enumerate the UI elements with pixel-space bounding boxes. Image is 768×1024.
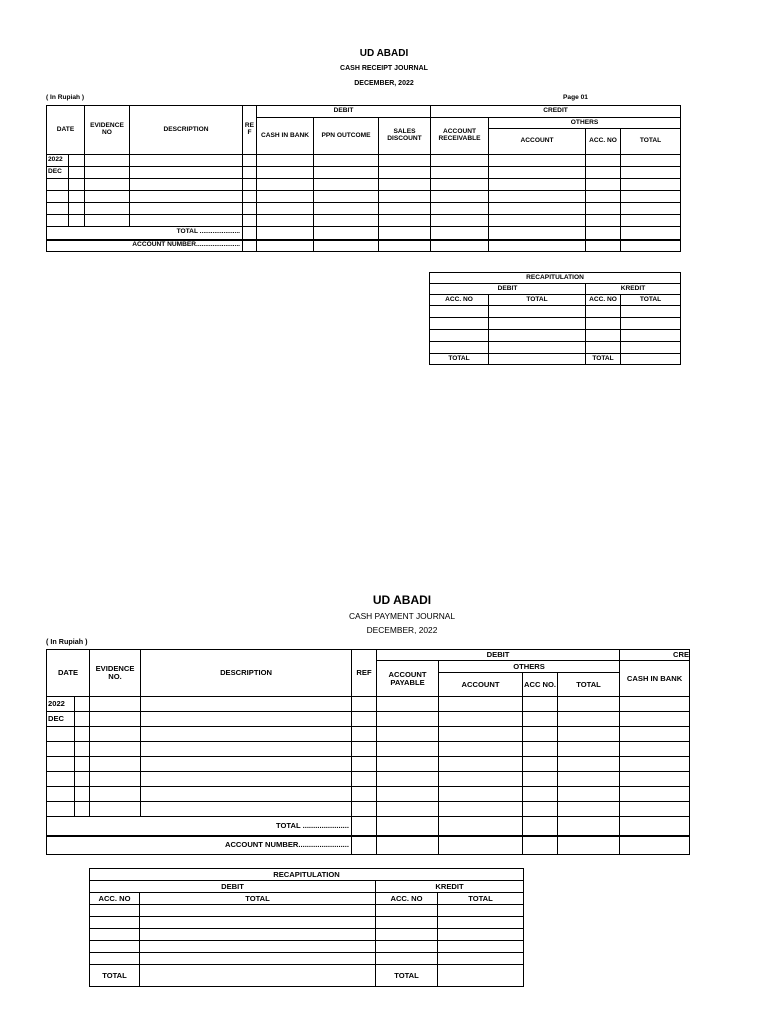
table-row — [47, 179, 681, 191]
col-cash-in-bank-header: CASH IN BANK — [620, 661, 690, 697]
col-ref-header: RE F — [243, 106, 257, 155]
recap-kredit-header: KREDIT — [586, 284, 681, 295]
recap-kredit-total-label: TOTAL — [376, 965, 438, 987]
recap-debit-acc-no-header: ACC. NO — [430, 295, 489, 306]
recap-total-row — [90, 965, 524, 987]
payment-company-name: UD ABADI — [372, 593, 432, 607]
col-ppn-outcome-header: PPN OUTCOME — [314, 118, 379, 155]
col-account-payable-header: ACCOUNT PAYABLE — [377, 661, 439, 697]
table-row — [90, 953, 524, 965]
debit-group-header: DEBIT — [257, 106, 431, 118]
table-row — [47, 757, 690, 772]
recap-total-row — [430, 354, 681, 365]
table-row — [90, 905, 524, 917]
col-date-header: DATE — [47, 106, 85, 155]
col-account-header: ACCOUNT — [489, 129, 586, 155]
table-row — [90, 917, 524, 929]
receipt-company-name: UD ABADI — [359, 48, 409, 59]
table-row — [47, 742, 690, 757]
col-sales-discount-header: SALES DISCOUNT — [379, 118, 431, 155]
account-number-label: ACCOUNT NUMBER........................ — [47, 240, 243, 252]
others-group-header: OTHERS — [489, 118, 681, 129]
recap-kredit-acc-no-header: ACC. NO — [376, 893, 438, 905]
col-acc-no-header: ACC. NO — [586, 129, 621, 155]
payment-recap-table — [89, 868, 524, 987]
others-group-header: OTHERS — [439, 661, 620, 673]
col-cash-in-bank-header: CASH IN BANK — [257, 118, 314, 155]
recap-debit-total-label: TOTAL — [90, 965, 140, 987]
recap-kredit-header: KREDIT — [376, 881, 524, 893]
table-row — [430, 318, 681, 330]
receipt-currency-note: ( In Rupiah ) — [46, 94, 85, 101]
total-row — [47, 227, 681, 240]
col-account-receivable-header: ACCOUNT RECEIVABLE — [431, 118, 489, 155]
col-evidence-no-header: EVIDENCE NO. — [90, 650, 141, 697]
total-label: TOTAL ...................... — [47, 817, 352, 836]
recap-debit-header: DEBIT — [90, 881, 376, 893]
table-row — [47, 203, 681, 215]
table-row — [47, 787, 690, 802]
recap-kredit-acc-no-header: ACC. NO — [586, 295, 621, 306]
payment-currency-note: ( In Rupiah ) — [46, 637, 88, 646]
col-account-header: ACCOUNT — [439, 673, 523, 697]
table-row — [47, 772, 690, 787]
col-ref-header: REF — [352, 650, 377, 697]
receipt-page-number: Page 01 — [563, 94, 588, 101]
credit-group-header: CRE — [620, 650, 690, 661]
recap-debit-acc-no-header: ACC. NO — [90, 893, 140, 905]
account-number-row — [47, 240, 681, 252]
payment-journal-title: CASH PAYMENT JOURNAL — [348, 611, 456, 621]
recap-debit-total-header: TOTAL — [140, 893, 376, 905]
recap-debit-header: DEBIT — [430, 284, 586, 295]
table-row — [47, 802, 690, 817]
table-row — [47, 727, 690, 742]
recap-debit-total-label: TOTAL — [430, 354, 489, 365]
col-description-header: DESCRIPTION — [141, 650, 352, 697]
date-month-cell: DEC — [47, 167, 69, 179]
col-description-header: DESCRIPTION — [130, 106, 243, 155]
payment-journal-table — [46, 649, 690, 855]
recap-debit-total-header: TOTAL — [489, 295, 586, 306]
table-row — [47, 155, 681, 167]
col-date-header: DATE — [47, 650, 90, 697]
date-year-cell: 2022 — [47, 155, 69, 167]
account-number-label: ACCOUNT NUMBER........................ — [47, 836, 352, 855]
table-row — [47, 712, 690, 727]
total-label: TOTAL ...................... — [47, 227, 243, 240]
recap-title: RECAPITULATION — [430, 273, 681, 284]
col-total-header: TOTAL — [558, 673, 620, 697]
receipt-journal-table — [46, 105, 681, 252]
recap-kredit-total-header: TOTAL — [621, 295, 681, 306]
recap-title: RECAPITULATION — [90, 869, 524, 881]
recap-kredit-total-label: TOTAL — [586, 354, 621, 365]
recap-kredit-total-header: TOTAL — [438, 893, 524, 905]
receipt-period: DECEMBER, 2022 — [354, 80, 414, 87]
date-year-cell: 2022 — [47, 697, 75, 712]
col-evidence-no-header: EVIDENCE NO — [85, 106, 130, 155]
total-row — [47, 817, 690, 836]
table-row — [430, 306, 681, 318]
credit-group-header: CREDIT — [431, 106, 681, 118]
table-row — [90, 929, 524, 941]
account-number-row — [47, 836, 690, 855]
table-row — [47, 697, 690, 712]
table-row — [430, 330, 681, 342]
date-month-cell: DEC — [47, 712, 75, 727]
debit-group-header: DEBIT — [377, 650, 620, 661]
table-row — [47, 191, 681, 203]
col-total-header: TOTAL — [621, 129, 681, 155]
payment-period: DECEMBER, 2022 — [366, 625, 438, 635]
col-acc-no-header: ACC NO. — [523, 673, 558, 697]
receipt-recap-table — [429, 272, 681, 365]
table-row — [430, 342, 681, 354]
table-row — [90, 941, 524, 953]
receipt-journal-title: CASH RECEIPT JOURNAL — [340, 65, 428, 72]
table-row — [47, 167, 681, 179]
table-row — [47, 215, 681, 227]
